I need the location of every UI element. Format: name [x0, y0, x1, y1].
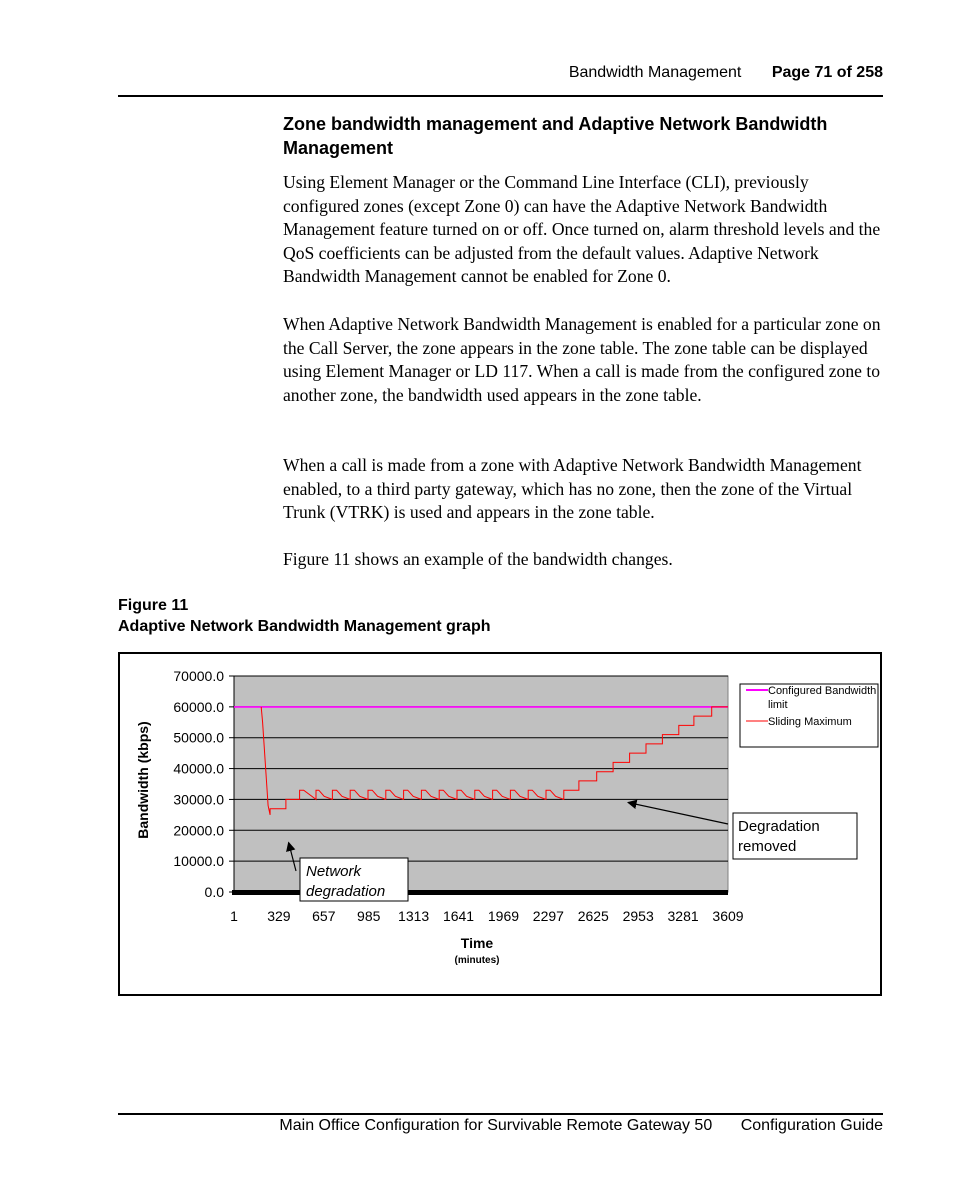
y-tick-label: 30000.0 [173, 791, 224, 808]
paragraph-2: When Adaptive Network Bandwidth Management is enabled for a particular zone on the Call Server, the zone appears in the zone table. The zone table can be displayed using Element Manager or LD 117. When a call is made from the configured zone to another zone, the bandwidth used appears in the zone table. [283, 314, 881, 405]
annotation-text-2-2: removed [738, 838, 797, 855]
figure-caption: Adaptive Network Bandwidth Management graph [118, 618, 491, 635]
y-tick-label: 10000.0 [173, 853, 224, 870]
y-tick-label: 70000.0 [173, 668, 224, 684]
legend-label-1-line-1: Configured Bandwidth [768, 685, 877, 697]
x-tick-label: 329 [267, 908, 291, 924]
page-header [118, 64, 883, 88]
x-tick-label: 985 [357, 908, 381, 924]
x-tick-label: 657 [312, 908, 336, 924]
legend-label-2: Sliding Maximum [768, 716, 852, 728]
header-page-number: Page 71 of 258 [771, 64, 883, 81]
paragraph-4: Figure 11 shows an example of the bandwidth changes. [283, 549, 673, 569]
y-axis-title: Bandwidth (kbps) [135, 721, 151, 839]
y-tick-label: 50000.0 [173, 729, 224, 746]
x-tick-label: 3609 [712, 908, 744, 924]
x-tick-label: 2953 [622, 908, 654, 924]
y-tick-label: 60000.0 [173, 698, 224, 715]
paragraph-1: Using Element Manager or the Command Line Interface (CLI), previously configured zones (except Zone 0) can have the Adaptive Network Bandwidth Management feature turned on or off. Once turned on, alarm threshold levels and the QoS coefficients can be adjusted from the default values. Adaptive Network Bandwidth Management cannot be enabled for Zone 0. [283, 172, 881, 286]
y-tick-label: 40000.0 [173, 760, 224, 777]
footer-document-title: Main Office Configuration for Survivable Remote Gateway 50 [279, 1117, 713, 1134]
x-axis-subtitle: (minutes) [454, 955, 500, 966]
x-tick-label: 1313 [398, 908, 430, 924]
y-tick-label: 0.0 [204, 884, 224, 900]
footer-guide-name: Configuration Guide [740, 1117, 883, 1134]
figure-number: Figure 11 [118, 597, 189, 614]
header-section-title: Bandwidth Management [568, 64, 742, 81]
figure-box [118, 652, 882, 996]
x-tick-label: 1 [230, 908, 238, 924]
annotation-text-1-2: degradation [306, 883, 386, 900]
x-tick-label: 2625 [577, 908, 609, 924]
x-axis-title: Time [460, 935, 494, 951]
header-rule [118, 95, 883, 97]
x-tick-label: 1641 [442, 908, 475, 924]
x-tick-label: 2297 [532, 908, 564, 924]
legend-label-1-line-2: limit [768, 699, 788, 711]
x-tick-label: 3281 [667, 908, 699, 924]
bandwidth-chart [120, 654, 880, 994]
annotation-text-2-1: Degradation [738, 818, 820, 835]
annotation-text-1-1: Network [306, 863, 362, 880]
x-tick-label: 1969 [487, 908, 520, 924]
page-footer [118, 1117, 883, 1135]
footer-rule [118, 1113, 883, 1115]
paragraph-3: When a call is made from a zone with Adaptive Network Bandwidth Management enabled, to a third party gateway, which has no zone, then the zone of the Virtual Trunk (VTRK) is used and appears in the zone table. [283, 455, 862, 522]
section-heading: Zone bandwidth management and Adaptive Network Bandwidth Management [283, 114, 828, 158]
y-tick-label: 20000.0 [173, 822, 224, 839]
